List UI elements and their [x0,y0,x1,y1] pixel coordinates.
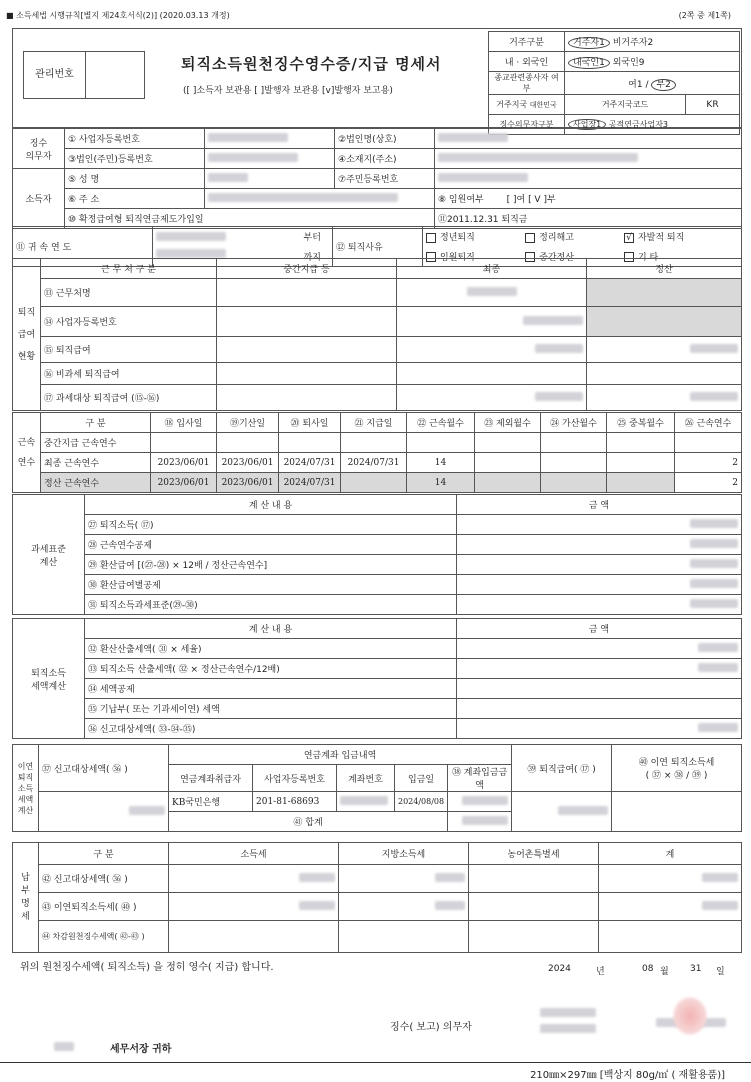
tenure-section: 근속 연수 [13,413,41,493]
taxcalc-val1 [698,663,738,672]
payer-f1: ① 사업자등록번호 [65,129,205,149]
payment-r1-local [435,901,465,910]
footer-statement: 위의 원천징수세액( 퇴직소득) 을 정히 영수( 지급) 합니다. [20,962,274,973]
taxbase-row2: ㉙ 환산급여 [(㉗-㉘) × 12배 / 정산근속연수] [85,555,457,575]
payment-table [12,842,742,953]
payment-head0: 구 분 [39,843,169,865]
deferral-c4: ㊵ 이연 퇴직소득세 ( ㊲ × ㊳ / ㊴ ) [612,745,742,792]
deferral-bizno: 201-81-68693 [253,792,337,812]
reason-r2: 정리해고 [539,233,574,244]
work-row1: ⑭ 사업자등록번호 [41,307,217,337]
taxbase-val3 [690,579,738,588]
r1-checkbox [426,233,436,243]
mgmt-box [23,51,145,99]
work-row0: ⑬ 근무처명 [41,279,217,307]
taxbase-row3: ㉚ 환산급여별공제 [85,575,457,595]
tenure-head2: ⑲기산일 [217,413,279,433]
deferral-account [340,796,388,805]
footer-year: 2024 [548,964,571,974]
tenure-row0-label: 중간지급 근속연수 [41,433,151,453]
work-settle-pay [690,344,738,353]
payer-address [438,153,638,162]
payment-section: 납 부 명 세 [13,843,39,953]
tenure-r2-c2: 2024/07/31 [279,473,341,493]
deferral-s2: 사업자등록번호 [253,765,337,792]
work-final-taxable [535,392,583,401]
tenure-r2-c4: 14 [407,473,475,493]
taxcalc-val0 [698,643,738,652]
deferral-total: ㊶ 합계 [169,812,448,832]
page-subtitle: ([ ]소득자 보관용 [ ]발행자 보관용 [v]발행자 보고용) [183,86,393,96]
reason-label: ⑫ 퇴직사유 [333,227,423,267]
recipient-section: 소득자 [13,169,65,229]
rel-opt2: 부2 [651,79,675,91]
reason-r3: 자발적 퇴직 [637,233,685,244]
payer-section: 징수 의무자 [13,129,65,169]
payer-f3: ③법인(주민)등록번호 [65,149,205,169]
taxcalc-h1: 계 산 내 용 [85,619,457,639]
deferral-s1: 연금계좌취급자 [169,765,253,792]
deferral-c1: ㊲ 신고대상세액( ㊱ ) [39,745,169,792]
mgmt-label: 관리번호 [24,52,86,98]
taxbase-row4: ㉛ 퇴직소득과세표준(㉙-㉚) [85,595,457,615]
taxbase-section: 과세표준 계산 [13,495,85,615]
year-to-value [156,249,226,258]
year-from-value [156,232,226,241]
deferral-report-tax [129,806,165,815]
resident-label: 거주구분 [489,32,565,52]
work-col1: 중간지급 등 [217,259,397,279]
tenure-head1: ⑱ 입사일 [151,413,217,433]
payment-head3: 농어촌특별세 [469,843,599,865]
tenure-head7: ㉔ 가산월수 [541,413,607,433]
year-from: 부터 [293,227,333,247]
tenure-r1-c0: 2023/06/01 [151,453,217,473]
recipient-f10: ⑪2011.12.31 퇴직금 [435,209,742,229]
payer-name [438,133,508,142]
payment-r1-sum [702,901,738,910]
payment-head2: 지방소득세 [339,843,469,865]
reason-r1: 정년퇴직 [440,233,475,244]
work-row2: ⑮ 퇴직급여 [41,337,217,363]
recipient-f9: ⑩ 확정급여형 퇴직연금제도가입일 [65,209,435,229]
reason-r4: 임원퇴직 [440,252,475,263]
page-title: 퇴직소득원천징수영수증/지급 명세서 [181,55,442,73]
recipient-regno [438,173,528,182]
taxcalc-row0: ㉜ 환산산출세액( ㉛ × 세율) [85,639,457,659]
recipient-address [208,193,398,202]
taxcalc-val4 [698,723,738,732]
work-section: 퇴직 급여 현황 [13,259,41,411]
official-stamp [672,996,708,1036]
taxbase-row0: ㉗ 퇴직소득( ⑰) [85,515,457,535]
taxcalc-h2: 금 액 [457,619,742,639]
nat-label: 내 · 외국인 [489,52,565,72]
deferral-s4: 입금일 [395,765,448,792]
tenure-r1-c1: 2023/06/01 [217,453,279,473]
taxbase-val4 [690,599,738,608]
resident-opt1: 거주자1 [568,37,610,49]
tenure-r1-c4: 14 [407,453,475,473]
payment-head1: 소득세 [169,843,339,865]
country-value: 대한민국 [529,101,557,109]
taxbase-val0 [690,519,738,528]
deferral-c3: ㊴ 퇴직급여( ⑰ ) [512,745,612,792]
year-label: ⑪ 귀 속 연 도 [13,227,153,267]
work-row3: ⑯ 비과세 퇴직급여 [41,363,217,385]
work-col0: 근 무 처 구 분 [41,259,217,279]
taxbase-val1 [690,539,738,548]
payment-r0-local [435,873,465,882]
payment-r1-income [299,901,335,910]
taxcalc-section: 퇴직소득 세액계산 [13,619,85,739]
footer-office: 세무서장 귀하 [110,1044,172,1055]
work-table [12,258,742,411]
recipient-f7: ⑥ 주 소 [65,189,205,209]
work-settle-taxable [690,392,738,401]
tenure-row1-label: 최종 근속연수 [41,453,151,473]
tenure-head0: 구 분 [41,413,151,433]
work-final-pay [535,344,583,353]
tenure-r1-c2: 2024/07/31 [279,453,341,473]
country-label: 거주지국 [496,100,528,109]
deferral-s3: 계좌번호 [337,765,395,792]
recipient-f5: ⑤ 성 명 [65,169,205,189]
tenure-head4: ㉑ 지급일 [341,413,407,433]
code-value: KR [686,95,740,115]
tenure-r1-c8: 2 [675,453,742,473]
tenure-row2-label: 정산 근속연수 [41,473,151,493]
tenure-r2-c0: 2023/06/01 [151,473,217,493]
deferral-amount [462,796,508,805]
r2-checkbox [525,233,535,243]
payment-r0-sum [702,873,738,882]
payment-row2: ㊹ 차감원천징수세액( ㊷-㊸ ) [39,921,169,953]
tenure-head3: ⑳ 퇴사일 [279,413,341,433]
deferral-c2: 연금계좌 입금내역 [169,745,512,765]
form-reference: ■ 소득세법 시행규칙[별지 제24호서식(2)] (2020.03.13 개정) [6,11,230,20]
tenure-r1-c3: 2024/07/31 [341,453,407,473]
footer-payer-name [540,1008,596,1017]
taxcalc-table [12,618,742,739]
payment-row1: ㊸ 이연퇴직소득세( ㊵ ) [39,893,169,921]
tenure-head5: ㉒ 근속월수 [407,413,475,433]
duty-label: 징수의무자구분 [489,115,565,135]
duty-opt1: 사업장1 [568,119,606,130]
payer-f2: ②법인명(상호) [335,129,435,149]
rel-sep: / [645,79,649,90]
taxbase-val2 [690,559,738,568]
recipient-name [208,173,248,182]
payer-bizno [208,133,288,142]
recipient-f6: ⑦주민등록번호 [335,169,435,189]
office-name [54,1042,74,1051]
code-label: 거주지국코드 [565,95,686,115]
deferral-s5: ㊳ 계좌입금금액 [448,765,512,792]
work-final-name [467,287,517,296]
tenure-table [12,412,742,493]
reason-r5: 중간정산 [539,252,574,263]
resident-table [488,31,740,135]
header-block [12,28,742,128]
footer-paper: 210㎜×297㎜ [백상지 80g/㎡ ( 재활용품)] [530,1070,725,1081]
duty-opt2: 공적연금사업자3 [608,120,669,129]
footer-year-unit: 년 [596,967,605,977]
deferral-table [12,744,742,832]
r3-checkbox: √ [624,233,634,243]
work-col2: 최종 [397,259,587,279]
rel-opt1: 여1 [628,79,643,90]
payer-regno [208,153,298,162]
deferral-date: 2024/08/08 [395,792,448,812]
taxcalc-row2: ㉞ 세액공제 [85,679,457,699]
recipient-f8-v2: [ V ]부 [528,195,556,205]
rel-label: 종교관련종사자 여부 [489,72,565,95]
work-col3: 정산 [587,259,742,279]
work-final-bizno [523,316,583,325]
deferral-section: 이연 퇴직 소득 세액 계산 [13,745,39,832]
party-table [12,128,742,229]
recipient-f8: ⑧ 임원여부 [438,195,484,205]
taxcalc-row1: ㉝ 퇴직소득 산출세액( ㉜ × 정산근속연수/12배) [85,659,457,679]
footer-month-unit: 월 [660,967,669,977]
work-row4: ⑰ 과세대상 퇴직급여 (⑮-⑯) [41,385,217,411]
footer-payer-label: 징수( 보고) 의무자 [390,1022,472,1033]
payment-head4: 계 [599,843,742,865]
tenure-head9: ㉖ 근속연수 [675,413,742,433]
page-note: (2쪽 중 제1쪽) [678,11,731,20]
deferral-pay [558,806,608,815]
tenure-r2-c8: 2 [675,473,742,493]
taxbase-h2: 금 액 [457,495,742,515]
nat-opt1: 내국인1 [568,57,610,69]
tenure-head6: ㉓ 제외월수 [475,413,541,433]
deferral-total-amount [462,816,508,825]
reason-r6: 기 타 [637,252,659,263]
footer-payer-name2 [540,1024,596,1033]
recipient-f8-v1: [ ]여 [506,195,526,205]
payment-row0: ㊷ 신고대상세액( ㊱ ) [39,865,169,893]
taxbase-row1: ㉘ 근속연수공제 [85,535,457,555]
deferral-bank: KB국민은행 [169,792,253,812]
footer-divider [0,1062,751,1063]
taxbase-h1: 계 산 내 용 [85,495,457,515]
payer-f4: ④소재지(주소) [335,149,435,169]
taxbase-table [12,494,742,615]
nat-opt2: 외국인9 [612,58,645,68]
payment-r0-income [299,873,335,882]
resident-opt2: 비거주자2 [612,38,654,48]
tenure-r2-c1: 2023/06/01 [217,473,279,493]
taxcalc-row3: ㉟ 기납부( 또는 기과세이연) 세액 [85,699,457,719]
footer-day-unit: 일 [716,967,725,977]
tenure-head8: ㉕ 중복월수 [607,413,675,433]
year-to: 까지 [293,247,333,267]
footer-day: 31 [690,964,702,974]
footer-month: 08 [642,964,654,974]
taxcalc-row4: ㊱ 신고대상세액( ㉝-㉞-㉟) [85,719,457,739]
